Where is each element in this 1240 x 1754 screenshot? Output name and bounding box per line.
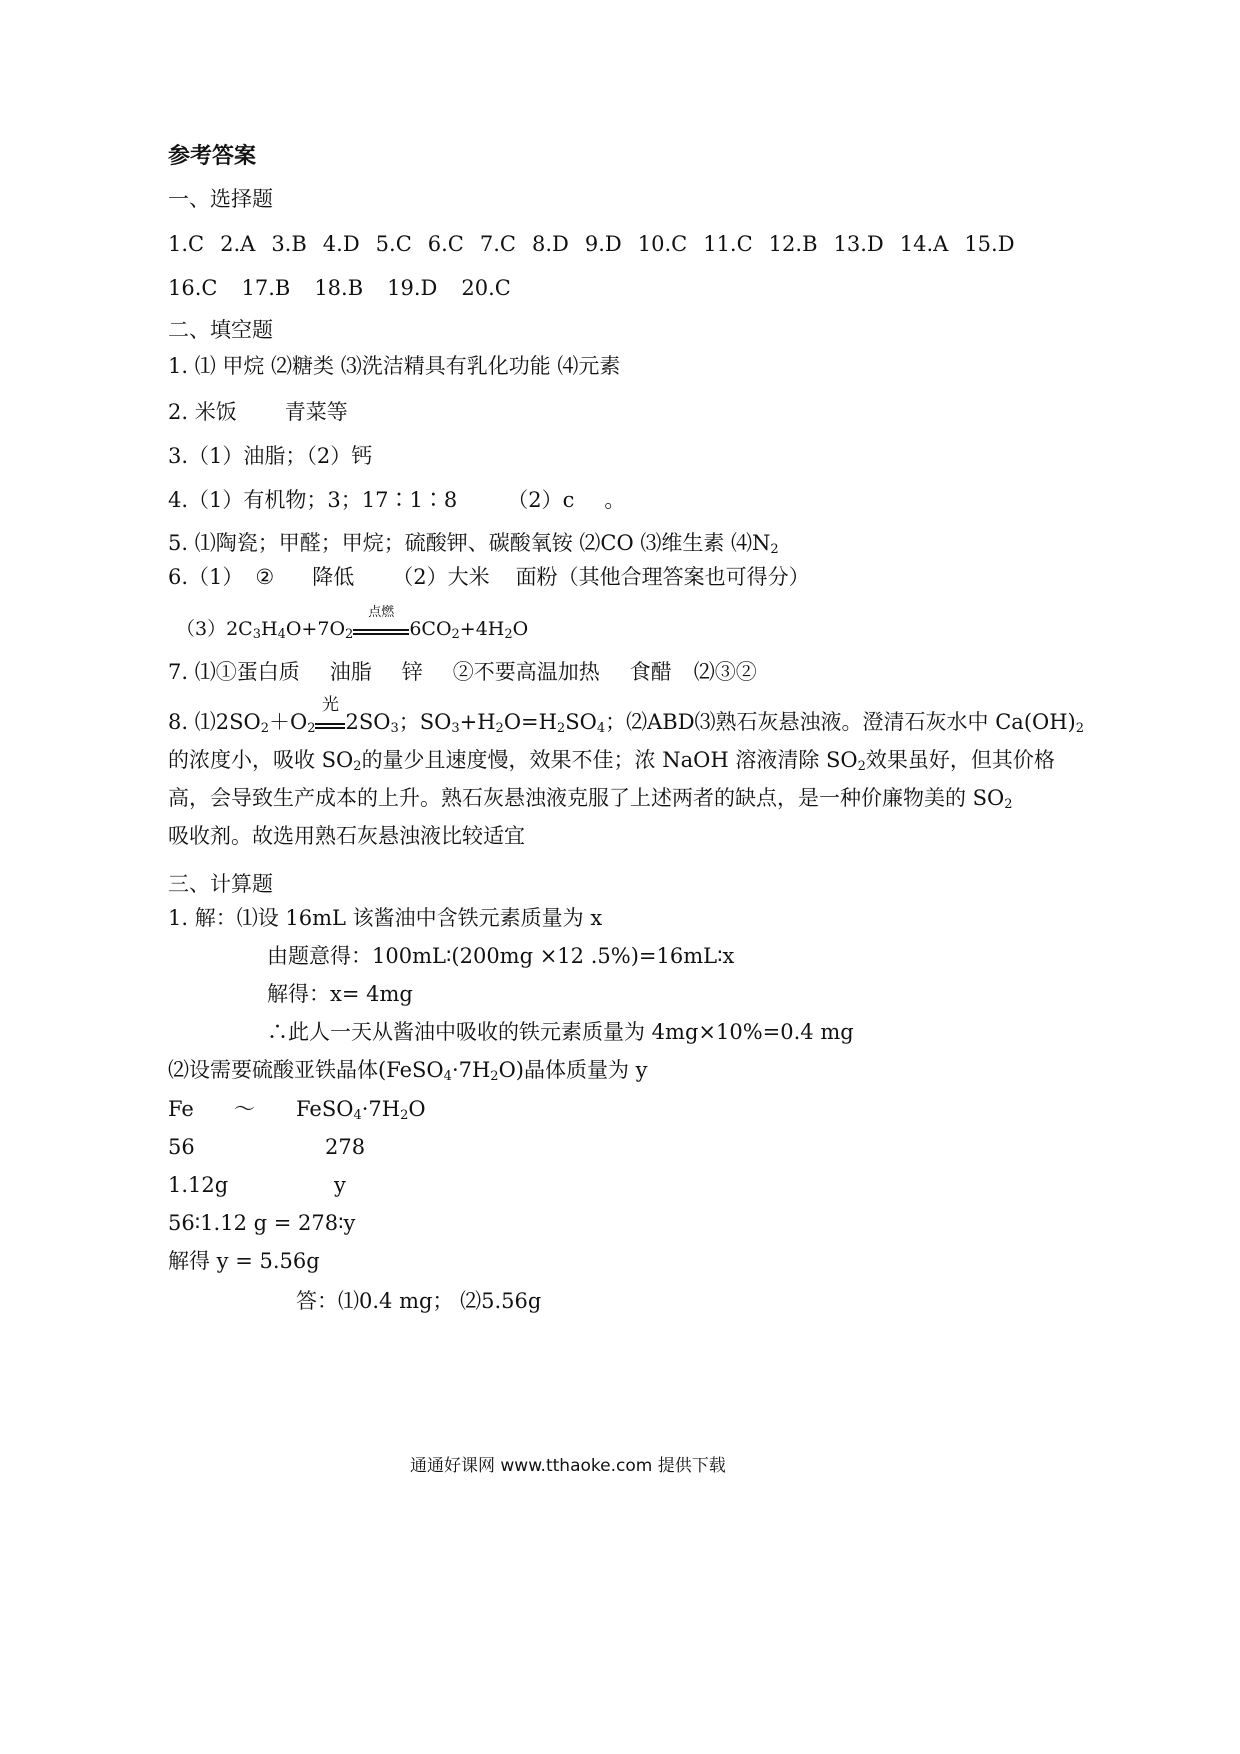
subscript: 2 [490, 1069, 499, 1084]
subscript: 2 [353, 759, 362, 774]
choice-answers-row-2 [168, 278, 511, 299]
answer-text: 效果虽好，但其价格 [865, 748, 1055, 772]
fill-answer-7-b: 油脂 [329, 660, 372, 684]
subscript: 2 [1075, 721, 1085, 736]
fill-answer-5-text: 5. ⑴陶瓷；甲醛；甲烷；硫酸钾、碳酸氧铵 ⑵CO ⑶维生素 ⑷N [168, 531, 771, 555]
equation-text: +4H [459, 618, 505, 640]
fill-answer-4 [168, 490, 625, 511]
answer-text: ＋O [268, 710, 308, 734]
calc-line-9: 56∶1.12 g = 278∶y [168, 1211, 356, 1235]
choice-answer: 15.D [964, 232, 1015, 256]
subscript: 2 [556, 721, 566, 736]
subscript: 2 [260, 721, 269, 736]
equation-text: H [261, 618, 278, 640]
fill-answer-4-c: 。 [604, 488, 626, 512]
calc-text: O [408, 1097, 426, 1121]
choice-answer: 20.C [461, 276, 511, 300]
fill-answer-2-a: 2. 米饭 [168, 400, 237, 424]
subscript: 2 [495, 721, 504, 736]
answer-text: 的浓度小，吸收 SO [168, 748, 354, 772]
fill-answer-6-equation [176, 605, 529, 642]
equation-text: （3）2C [176, 618, 253, 640]
choice-answers-row-1 [168, 234, 1015, 255]
choice-answer: 9.D [584, 232, 622, 256]
footer-credit: 通通好课网 www.tthaoke.com 提供下载 [410, 1456, 726, 1476]
equation-text: O [512, 618, 529, 640]
subscript: 2 [504, 627, 513, 642]
calc-line-1: 1. 解：⑴设 16mL 该酱油中含铁元素质量为 x [168, 906, 603, 930]
calc-text: FeSO [296, 1097, 354, 1121]
subscript: 2 [451, 627, 460, 642]
answer-text: 的量少且速度慢，效果不佳；浓 NaOH 溶液清除 SO [361, 748, 858, 772]
subscript: 3 [252, 627, 261, 642]
calc-line-3: 解得：x= 4mg [267, 982, 413, 1006]
choice-answer: 14.A [899, 232, 949, 256]
choice-answer: 12.B [768, 232, 818, 256]
equals-bar [315, 723, 345, 729]
section-fill-heading: 二、填空题 [168, 318, 273, 342]
calc-line-6-a: Fe [168, 1097, 194, 1121]
calc-line-10: 解得 y = 5.56g [168, 1249, 320, 1273]
reaction-arrow [315, 695, 345, 729]
calc-line-5 [168, 1058, 648, 1084]
fill-answer-6-a: 6.（1） [168, 565, 244, 589]
fill-answer-7-a: 7. ⑴①蛋白质 [168, 660, 300, 684]
reaction-condition: 点燃 [368, 605, 395, 620]
page-title: 参考答案 [168, 144, 257, 169]
fill-answer-8-line-3 [168, 786, 1013, 812]
choice-answer: 19.D [387, 276, 438, 300]
subscript: 3 [451, 721, 460, 736]
fill-answer-8-line-4: 吸收剂。故选用熟石灰悬浊液比较适宜 [168, 824, 525, 848]
fill-answer-8-line-2 [168, 748, 1055, 774]
fill-answer-7-e: 食醋 [629, 660, 672, 684]
equation-text: 6CO [409, 618, 452, 640]
answer-text: O=H [503, 710, 557, 734]
answer-text: SO [565, 710, 597, 734]
fill-answer-6-d: （2）大米 [392, 565, 490, 589]
calc-line-7-a: 56 [168, 1135, 195, 1159]
section-choice-heading: 一、选择题 [168, 187, 273, 211]
choice-answer: 17.B [241, 276, 291, 300]
reaction-arrow [353, 605, 409, 635]
subscript: 2 [400, 1108, 409, 1123]
subscript: 2 [857, 759, 866, 774]
subscript: 2 [1004, 797, 1013, 812]
choice-answer: 10.C [637, 232, 688, 256]
fill-answer-3: 3.（1）油脂；（2）钙 [168, 444, 373, 468]
subscript: 3 [390, 721, 399, 736]
calc-final-answer: 答：⑴0.4 mg； ⑵5.56g [296, 1289, 542, 1313]
calc-text: ·7H [451, 1058, 491, 1082]
calc-text: ⑵设需要硫酸亚铁晶体(FeSO [168, 1058, 444, 1082]
answer-text: +H [459, 710, 496, 734]
calc-line-4: ∴此人一天从酱油中吸收的铁元素质量为 4mg×10%=0.4 mg [267, 1020, 854, 1044]
choice-answer: 5.C [375, 232, 412, 256]
choice-answer: 4.D [322, 232, 360, 256]
subscript: 2 [307, 721, 316, 736]
calc-text: ·7H [361, 1097, 401, 1121]
fill-answer-7 [168, 662, 757, 683]
fill-answer-8-line-1 [168, 695, 1085, 736]
fill-answer-6-b: ② [255, 565, 275, 589]
choice-answer: 3.B [271, 232, 307, 256]
calc-line-2: 由题意得：100mL∶(200mg ×12 .5%)=16mL∶x [267, 944, 735, 968]
calc-line-6-b: ～ [234, 1097, 255, 1121]
choice-answer: 13.D [833, 232, 884, 256]
fill-answer-6-c: 降低 [312, 565, 355, 589]
fill-answer-6-e: 面粉（其他合理答案也可得分） [515, 565, 810, 589]
answer-text: 8. ⑴2SO [168, 710, 261, 734]
calc-line-6-c [296, 1097, 426, 1123]
choice-answer: 8.D [531, 232, 569, 256]
fill-answer-7-d: ②不要高温加热 [452, 660, 600, 684]
choice-answer: 18.B [314, 276, 364, 300]
fill-answer-4-a: 4.（1）有机物；3；17∶1∶8 [168, 488, 458, 512]
fill-answer-2 [168, 402, 348, 423]
reaction-condition: 光 [321, 695, 339, 715]
choice-answer: 6.C [427, 232, 464, 256]
subscript: 2 [345, 627, 354, 642]
fill-answer-2-b: 青菜等 [284, 400, 348, 424]
choice-answer: 11.C [703, 232, 753, 256]
choice-answer: 16.C [168, 276, 218, 300]
subscript: 2 [770, 542, 779, 557]
fill-answer-4-b: （2）c [507, 488, 575, 512]
calc-line-7-b: 278 [325, 1135, 366, 1159]
choice-answer: 2.A [220, 232, 256, 256]
fill-answer-1: 1. ⑴ 甲烷 ⑵糖类 ⑶洗洁精具有乳化功能 ⑷元素 [168, 354, 621, 378]
equals-bar [353, 629, 409, 635]
section-calc-heading: 三、计算题 [168, 872, 273, 896]
answer-text: 高，会导致生产成本的上升。熟石灰悬浊液克服了上述两者的缺点，是一种价廉物美的 SO [168, 786, 1005, 810]
equation-text: O+7O [285, 618, 346, 640]
answer-text: ；SO [398, 710, 452, 734]
fill-answer-5 [168, 531, 779, 557]
answer-text: 2SO [345, 710, 391, 734]
calc-line-8-b: y [334, 1173, 346, 1197]
calc-text: O)晶体质量为 y [498, 1058, 648, 1082]
subscript: 4 [443, 1069, 452, 1084]
fill-answer-7-f: ⑵③② [693, 660, 757, 684]
subscript: 4 [353, 1108, 362, 1123]
answer-text: ；⑵ABD⑶熟石灰悬浊液。澄清石灰水中 Ca(OH) [605, 710, 1076, 734]
calc-line-8-a: 1.12g [168, 1173, 229, 1197]
choice-answer: 1.C [168, 232, 205, 256]
choice-answer: 7.C [479, 232, 516, 256]
subscript: 4 [596, 721, 606, 736]
fill-answer-7-c: 锌 [401, 660, 423, 684]
subscript: 4 [277, 627, 286, 642]
fill-answer-6 [168, 567, 810, 588]
